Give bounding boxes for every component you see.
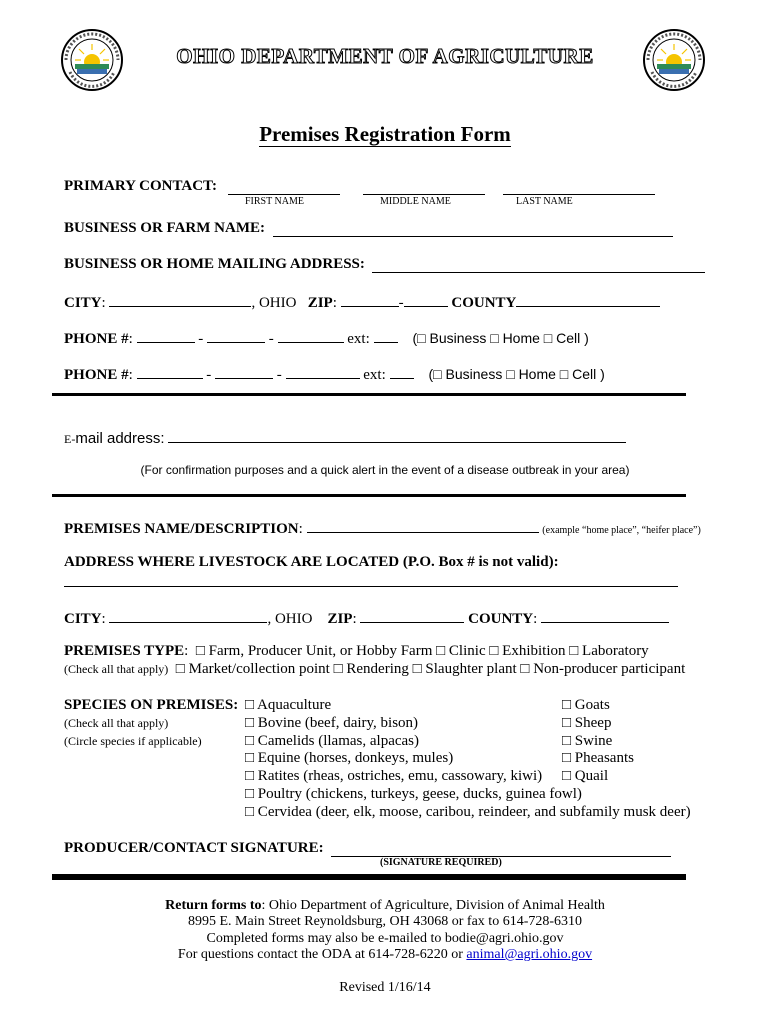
email-row: E-mail address:	[64, 428, 626, 448]
premises-type-options-1[interactable]: □ Farm, Producer Unit, or Hobby Farm □ Clinic □ Exhibition □ Laboratory	[195, 643, 649, 659]
livestock-address-field[interactable]	[64, 572, 678, 587]
species-label: SPECIES ON PREMISES:	[64, 697, 239, 713]
phone-row-1: PHONE #: - - ext: (□ Business □ Home □ Cell )	[64, 330, 589, 347]
premises-name-row: PREMISES NAME/DESCRIPTION: (example “home place”, “heifer place”)	[64, 518, 701, 538]
premises-type-options-2[interactable]: □ Market/collection point □ Rendering □ Slaughter plant □ Non-producer participant	[175, 661, 686, 677]
middle-name-field[interactable]	[363, 180, 485, 195]
phone2-number-field[interactable]	[286, 364, 360, 379]
phone1-prefix-field[interactable]	[207, 328, 265, 343]
city-zip-county-row-1: CITY: , OHIO ZIP: - COUNTY	[64, 292, 660, 312]
footer-questions: For questions contact the ODA at 614-728-6220 or animal@agri.ohio.gov	[177, 947, 593, 962]
mailing-address-label: BUSINESS OR HOME MAILING ADDRESS:	[64, 256, 365, 272]
last-name-field[interactable]	[503, 180, 655, 195]
phone2-type-options[interactable]: (□ Business □ Home □ Cell )	[428, 366, 605, 382]
first-name-caption: FIRST NAME	[245, 196, 304, 207]
species-poultry[interactable]: □ Poultry (chickens, turkeys, geese, ducks, guinea fowl)	[245, 785, 582, 802]
species-quail[interactable]: □ Quail	[562, 768, 609, 785]
phone1-ext-field[interactable]	[374, 328, 398, 343]
signature-label: PRODUCER/CONTACT SIGNATURE:	[64, 840, 324, 856]
mailing-address-field[interactable]	[372, 258, 705, 273]
phone2-ext-field[interactable]	[390, 364, 414, 379]
species-equine[interactable]: □ Equine (horses, donkeys, mules)	[245, 750, 454, 767]
animal-email-link[interactable]: animal@agri.ohio.gov	[466, 947, 593, 962]
last-name-caption: LAST NAME	[516, 196, 573, 207]
zip-field-1[interactable]	[341, 292, 399, 307]
divider-bottom	[52, 874, 686, 880]
species-note-check: (Check all that apply)	[64, 716, 169, 730]
divider-middle	[52, 494, 686, 497]
agency-title: OHIO DEPARTMENT OF AGRICULTURE	[176, 44, 594, 68]
business-name-field[interactable]	[273, 222, 673, 237]
species-cervidea[interactable]: □ Cervidea (deer, elk, moose, caribou, reindeer, and subfamily musk deer)	[245, 803, 691, 820]
county-field-2[interactable]	[541, 608, 669, 623]
species-sheep[interactable]: □ Sheep	[562, 714, 612, 731]
revised-date: Revised 1/16/14	[339, 980, 431, 995]
species-swine[interactable]: □ Swine	[562, 732, 613, 749]
zip4-field-1[interactable]	[404, 292, 448, 307]
footer-return: Return forms to: Ohio Department of Agriculture, Division of Animal Health	[165, 898, 605, 913]
email-field[interactable]	[168, 428, 626, 443]
species-note-circle: (Circle species if applicable)	[64, 734, 202, 748]
species-ratites[interactable]: □ Ratites (rheas, ostriches, emu, cassowary, kiwi)	[245, 768, 543, 785]
middle-name-caption: MIDDLE NAME	[380, 196, 451, 207]
phone1-area-field[interactable]	[137, 328, 195, 343]
species-goats[interactable]: □ Goats	[562, 697, 610, 713]
livestock-address-label: ADDRESS WHERE LIVESTOCK ARE LOCATED (P.O. Box # is not valid):	[64, 554, 559, 570]
phone2-prefix-field[interactable]	[215, 364, 273, 379]
phone1-type-options[interactable]: (□ Business □ Home □ Cell )	[412, 330, 589, 346]
species-pheasants[interactable]: □ Pheasants	[562, 750, 634, 767]
zip-field-2[interactable]	[360, 608, 464, 623]
first-name-field[interactable]	[228, 180, 340, 195]
premises-type-row-2: (Check all that apply) □ Market/collection point □ Rendering □ Slaughter plant □ Non-producer participant	[64, 661, 686, 677]
city-field-2[interactable]	[109, 608, 267, 623]
primary-contact-row: PRIMARY CONTACT:	[64, 178, 217, 194]
phone2-area-field[interactable]	[137, 364, 203, 379]
species-camelids[interactable]: □ Camelids (llamas, alpacas)	[245, 732, 420, 749]
signature-field[interactable]	[331, 842, 671, 857]
email-note: (For confirmation purposes and a quick alert in the event of a disease outbreak in your area)	[140, 463, 630, 477]
species-aquaculture[interactable]: □ Aquaculture	[245, 697, 332, 713]
footer-email-line: Completed forms may also be e-mailed to bodie@agri.ohio.gov	[206, 931, 564, 946]
premises-type-row: PREMISES TYPE: □ Farm, Producer Unit, or Hobby Farm □ Clinic □ Exhibition □ Laboratory	[64, 643, 649, 659]
footer-address: 8995 E. Main Street Reynoldsburg, OH 43068 or fax to 614-728-6310	[187, 914, 583, 929]
species-list-right	[562, 697, 634, 786]
business-name-label: BUSINESS OR FARM NAME:	[64, 220, 265, 236]
premises-name-field[interactable]	[307, 518, 539, 533]
city-zip-county-row-2: CITY: , OHIO ZIP: COUNTY:	[64, 608, 669, 628]
species-bovine[interactable]: □ Bovine (beef, dairy, bison)	[245, 714, 419, 731]
signature-required-note: (SIGNATURE REQUIRED)	[380, 857, 502, 868]
county-field-1[interactable]	[516, 292, 660, 307]
phone1-number-field[interactable]	[278, 328, 344, 343]
divider-top	[52, 393, 686, 396]
phone-row-2: PHONE #: - - ext: (□ Business □ Home □ Cell )	[64, 366, 605, 383]
city-field-1[interactable]	[109, 292, 251, 307]
form-title: Premises Registration Form	[259, 122, 511, 146]
